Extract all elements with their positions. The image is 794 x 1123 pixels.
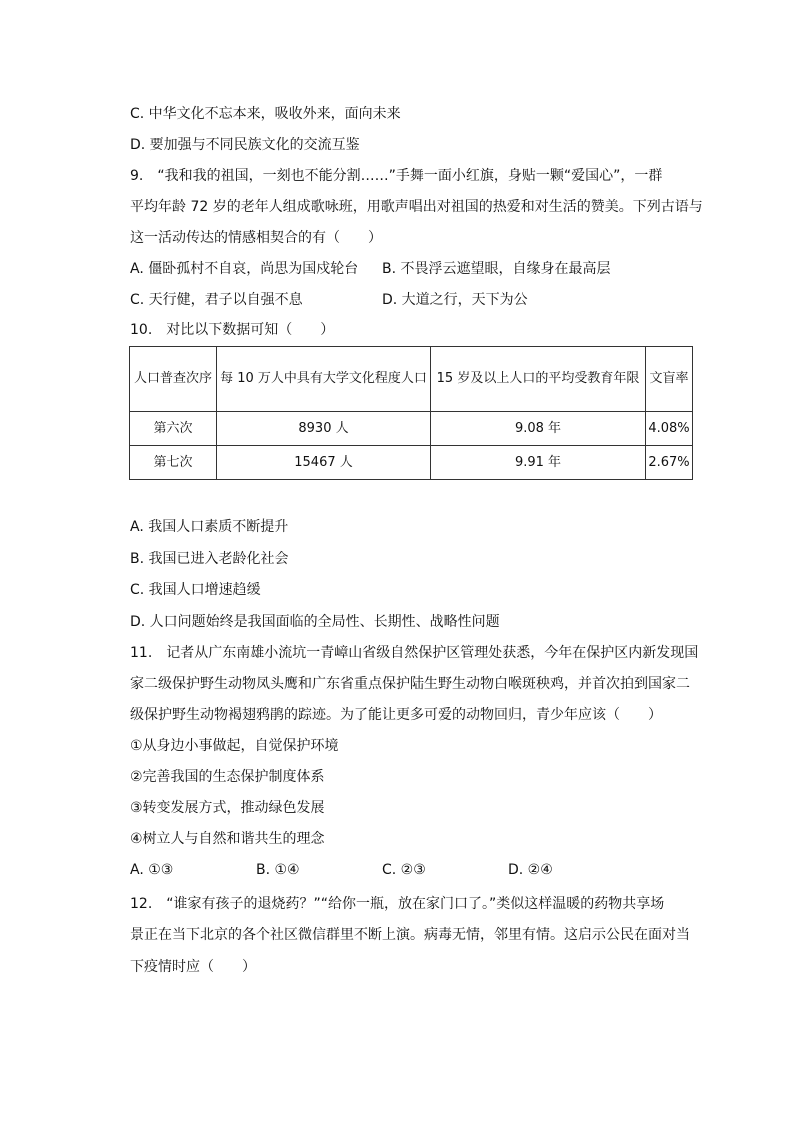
- q10-option-b: B. 我国已进入老龄化社会: [130, 551, 289, 567]
- q9-option-b: B. 不畏浮云遮望眼，自缘身在最高层: [382, 261, 611, 277]
- q9-options-row-2: [130, 290, 694, 310]
- q11-stem-line-1: 11. 记者从广东南雄小流坑一青嶂山省级自然保护区管理处获悉，今年在保护区内新发现国: [130, 645, 699, 661]
- table-header-cell: 人口普查次序: [130, 347, 217, 412]
- q10-stem: 10. 对比以下数据可知（ ）: [130, 322, 335, 338]
- q12-stem-line-3: 下疫情时应（ ）: [130, 959, 256, 975]
- q11-option-a: A. ①③: [130, 862, 174, 878]
- q10-option-c: C. 我国人口增速趋缓: [130, 582, 261, 598]
- q11-item-2: ②完善我国的生态保护制度体系: [130, 769, 325, 785]
- table-cell: 9.08 年: [431, 412, 646, 446]
- q9-stem-line-1: 9. “我和我的祖国，一刻也不能分割……”手舞一面小红旗，身贴一颗“爱国心”，一群: [130, 168, 663, 184]
- table-row: [130, 412, 693, 446]
- q11-option-b: B. ①④: [256, 862, 300, 878]
- q9-options-row-1: [130, 259, 694, 279]
- q11-stem-line-3: 级保护野生动物褐翅鸦鹃的踪迹。为了能让更多可爱的动物回归，青少年应该（ ）: [130, 707, 662, 723]
- table-cell: 2.67%: [646, 446, 693, 480]
- q9-stem-line-2: 平均年龄 72 岁的老年人组成歌咏班，用歌声唱出对祖国的热爱和对生活的赞美。下列古语与: [130, 199, 703, 215]
- q11-option-c: C. ②③: [382, 862, 426, 878]
- q11-stem-line-2: 家二级保护野生动物凤头鹰和广东省重点保护陆生野生动物白喉斑秧鸡，并首次拍到国家二: [130, 676, 690, 692]
- q12-stem-line-2: 景正在当下北京的各个社区微信群里不断上演。病毒无情，邻里有情。这启示公民在面对当: [130, 927, 690, 943]
- q9-option-a: A. 僵卧孤村不自哀，尚思为国戍轮台: [130, 261, 359, 277]
- q9-option-c: C. 天行健，君子以自强不息: [130, 292, 303, 308]
- q12-stem-line-1: 12. “谁家有孩子的退烧药？”“给你一瓶，放在家门口了。”类似这样温暖的药物共享场: [130, 896, 665, 912]
- census-table: [129, 346, 693, 480]
- q10-option-d: D. 人口问题始终是我国面临的全局性、长期性、战略性问题: [130, 614, 500, 630]
- q11-options-row: [130, 860, 694, 880]
- table-cell: 8930 人: [217, 412, 431, 446]
- table-cell: 9.91 年: [431, 446, 646, 480]
- q8-option-c: C. 中华文化不忘本来，吸收外来，面向未来: [130, 106, 401, 122]
- table-cell: 4.08%: [646, 412, 693, 446]
- table-row: [130, 446, 693, 480]
- table-header-row: [130, 347, 693, 412]
- table-cell: 第六次: [130, 412, 217, 446]
- q11-item-1: ①从身边小事做起，自觉保护环境: [130, 738, 339, 754]
- table-cell: 15467 人: [217, 446, 431, 480]
- q11-option-d: D. ②④: [508, 862, 553, 878]
- table-header-cell: 文盲率: [646, 347, 693, 412]
- table-header-cell: 每 10 万人中具有大学文化程度人口: [217, 347, 431, 412]
- table-header-cell: 15 岁及以上人口的平均受教育年限: [431, 347, 646, 412]
- q9-option-d: D. 大道之行，天下为公: [382, 292, 528, 308]
- q10-option-a: A. 我国人口素质不断提升: [130, 519, 289, 535]
- q11-item-4: ④树立人与自然和谐共生的理念: [130, 831, 325, 847]
- table-cell: 第七次: [130, 446, 217, 480]
- q8-option-d: D. 要加强与不同民族文化的交流互鉴: [130, 137, 360, 153]
- q9-stem-line-3: 这一活动传达的情感相契合的有（ ）: [130, 230, 382, 246]
- q11-item-3: ③转变发展方式，推动绿色发展: [130, 800, 325, 816]
